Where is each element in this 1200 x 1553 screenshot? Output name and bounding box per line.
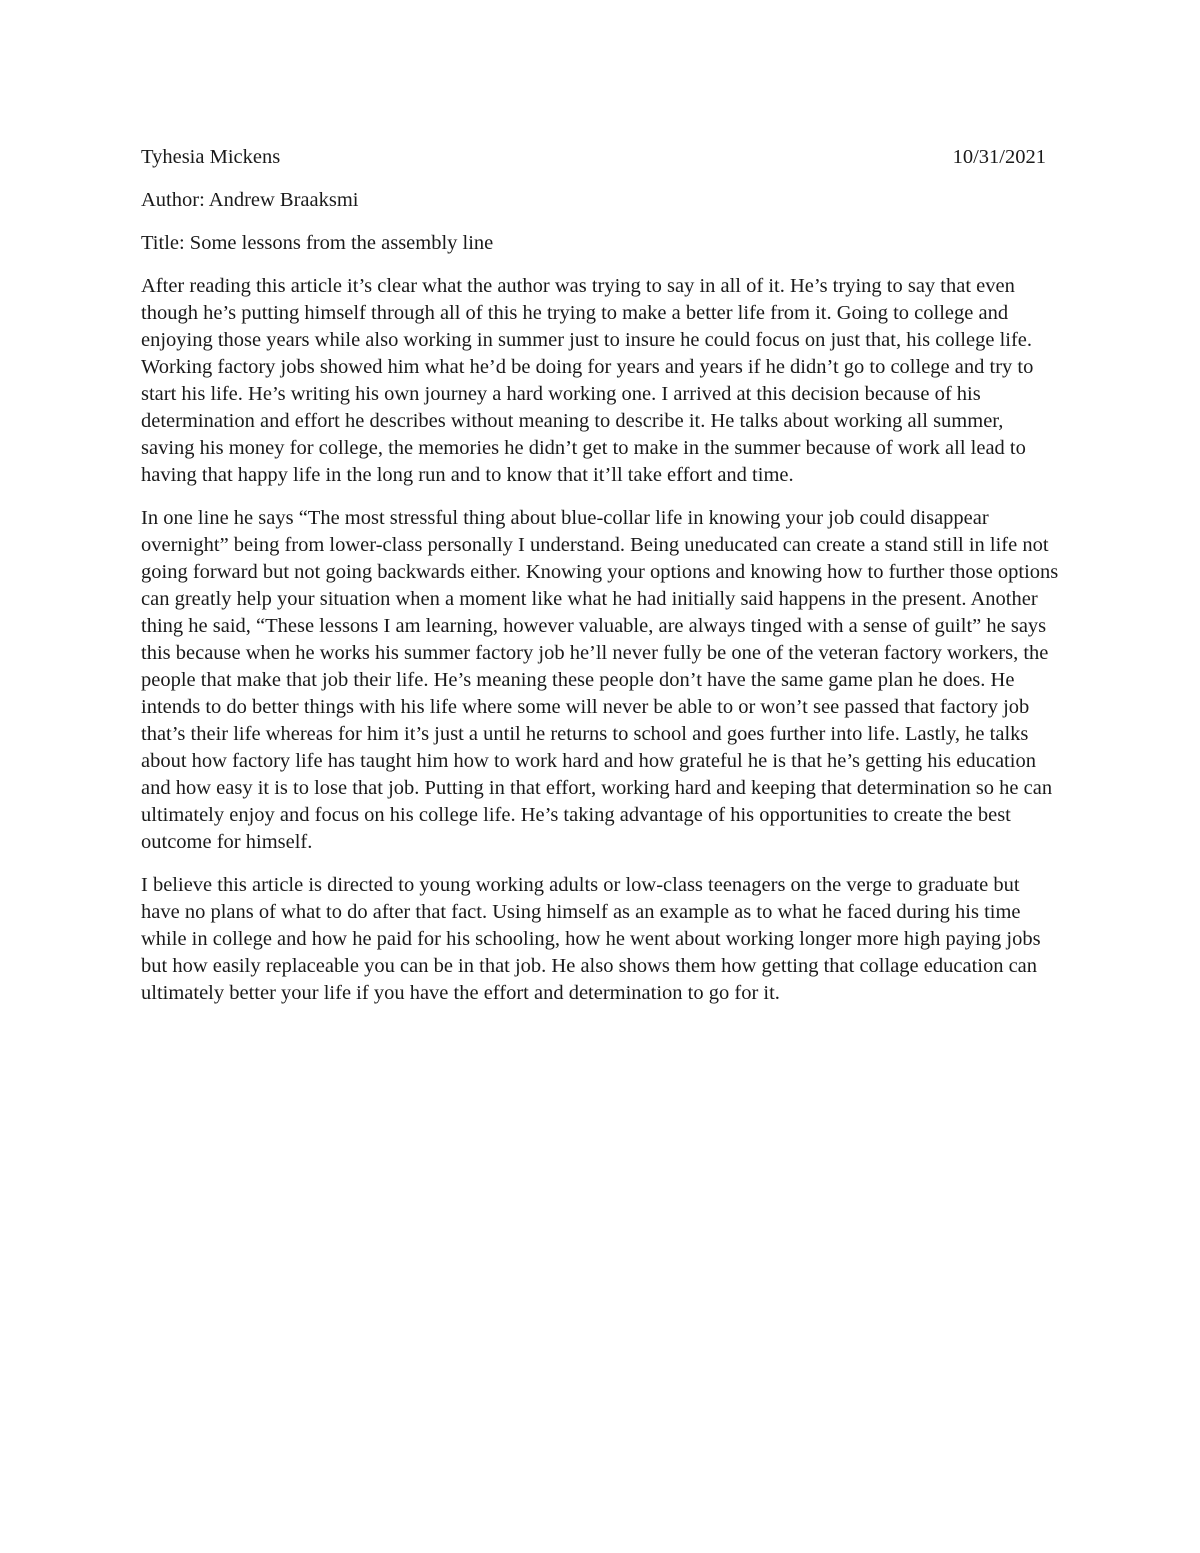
document-date: 10/31/2021 [952, 146, 1046, 168]
paragraph-3: I believe this article is directed to young working adults or low-class teenagers on the verge to graduate but have no plans of what to do after that fact. Using himself as an example as to what he faced during his time while in college and how he paid for his schooling, how he went about working longer more high paying jobs but how easily replaceable you can be in that job. He also shows them how getting that collage education can ultimately better your life if you have the effort and determination to go for it. [141, 874, 1041, 1004]
document-body [141, 144, 1061, 1023]
title-line: Title: Some lessons from the assembly line [141, 232, 494, 254]
paragraph-1: After reading this article it’s clear what the author was trying to say in all of it. He’s trying to say that even though he’s putting himself through all of this he trying to make a better life from it. Going to college and enjoying those years while also working in summer just to insure he could focus on just that, his college life. Working factory jobs showed him what he’d be doing for years and years if he didn’t go to college and try to start his life. He’s writing his own journey a hard working one. I arrived at this decision because of his determination and effort he describes without meaning to describe it. He talks about working all summer, saving his money for college, the memories he didn’t get to make in the summer because of work all lead to having that happy life in the long run and to know that it’ll take effort and time. [141, 275, 1034, 486]
paragraph-2: In one line he says “The most stressful thing about blue-collar life in knowing your job could disappear overnight” being from lower-class personally I understand. Being uneducated can create a stand still in life not going forward but not going backwards either. Knowing your options and knowing how to further those options can greatly help your situation when a moment like what he had initially said happens in the present. Another thing he said, “These lessons I am learning, however valuable, are always tinged with a sense of guilt” he says this because when he works his summer factory job he’ll never fully be one of the veteran factory workers, the people that make that job their life. He’s meaning these people don’t have the same game plan he does. He intends to do better things with his life where some will never be able to or won’t see passed that factory job that’s their life whereas for him it’s just a until he returns to school and goes further into life. Lastly, he talks about how factory life has taught him how to work hard and how grateful he is that he’s getting his education and how easy it is to lose that job. Putting in that effort, working hard and keeping that determination so he can ultimately enjoy and focus on his college life. He’s taking advantage of his opportunities to create the best outcome for himself. [141, 507, 1059, 853]
author-line: Author: Andrew Braaksmi [141, 189, 359, 211]
header-row [141, 144, 1046, 171]
student-name: Tyhesia Mickens [141, 146, 281, 168]
